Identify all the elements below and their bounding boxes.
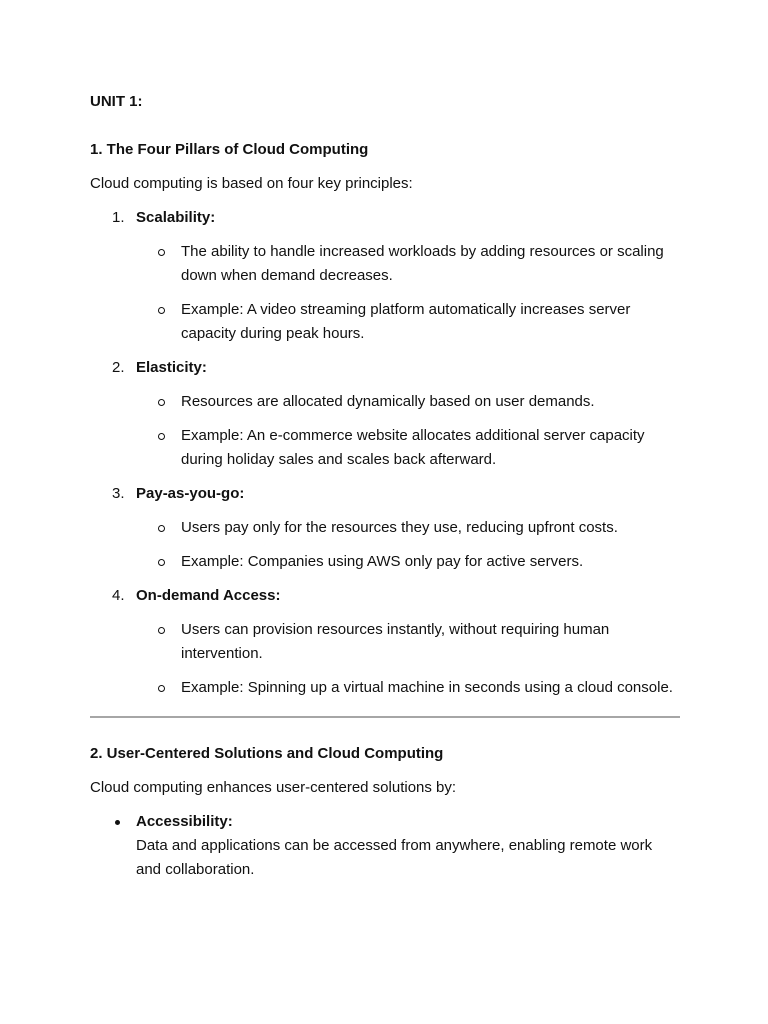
pillar-item-on-demand-access [90, 584, 680, 700]
section-1-heading: 1. The Four Pillars of Cloud Computing [90, 141, 369, 158]
benefit-item-accessibility [90, 810, 656, 882]
pillar-title: Pay-as-you-go: [136, 485, 245, 502]
pillar-points [136, 516, 680, 574]
pillar-point [136, 618, 681, 666]
circle-bullet-icon [158, 399, 165, 406]
circle-bullet-icon [158, 525, 165, 532]
pillar-point [136, 298, 681, 346]
bullet-dot-icon [115, 820, 120, 825]
pillar-number: 4. [112, 587, 125, 604]
pillar-point-text: Users pay only for the resources they use, reducing upfront costs. [181, 519, 618, 536]
circle-bullet-icon [158, 433, 165, 440]
pillar-point-text: Users can provision resources instantly, without requiring human intervention. [181, 621, 610, 662]
pillars-list [90, 206, 680, 700]
circle-bullet-icon [158, 559, 165, 566]
pillar-points [136, 390, 680, 472]
section-1-intro: Cloud computing is based on four key principles: [90, 175, 413, 192]
pillar-point [136, 390, 681, 414]
pillar-point [136, 424, 681, 472]
section-divider [90, 716, 680, 718]
pillar-number: 1. [112, 209, 125, 226]
pillar-point-text: Example: Companies using AWS only pay for active servers. [181, 553, 584, 570]
pillar-point-text: Example: An e-commerce website allocates additional server capacity during holiday sales and scales back afterward. [181, 427, 645, 468]
pillar-points [136, 618, 680, 700]
pillar-item-pay-as-you-go [90, 482, 680, 574]
pillar-points [136, 240, 680, 346]
document-page [90, 90, 680, 882]
circle-bullet-icon [158, 685, 165, 692]
circle-bullet-icon [158, 307, 165, 314]
pillar-item-elasticity [90, 356, 680, 472]
pillar-point-text: Example: A video streaming platform automatically increases server capacity during peak hours. [181, 301, 631, 342]
pillar-title: On-demand Access: [136, 587, 281, 604]
pillar-point [136, 550, 681, 574]
circle-bullet-icon [158, 627, 165, 634]
benefit-description: Data and applications can be accessed from anywhere, enabling remote work and collaboration. [136, 837, 653, 878]
pillar-point [136, 676, 681, 700]
pillar-point-text: The ability to handle increased workloads by adding resources or scaling down when demand decreases. [181, 243, 664, 284]
pillar-point-text: Example: Spinning up a virtual machine in seconds using a cloud console. [181, 679, 673, 696]
benefit-title: Accessibility: [136, 813, 233, 830]
pillar-point [136, 516, 681, 540]
pillar-number: 2. [112, 359, 125, 376]
pillar-title: Elasticity: [136, 359, 207, 376]
section-2-heading: 2. User-Centered Solutions and Cloud Computing [90, 745, 444, 762]
pillar-point-text: Resources are allocated dynamically based on user demands. [181, 393, 595, 410]
circle-bullet-icon [158, 249, 165, 256]
pillar-number: 3. [112, 485, 125, 502]
unit-heading: UNIT 1: [90, 93, 143, 110]
pillar-point [136, 240, 681, 288]
benefits-list [90, 810, 680, 882]
pillar-title: Scalability: [136, 209, 216, 226]
section-2-intro: Cloud computing enhances user-centered solutions by: [90, 779, 457, 796]
pillar-item-scalability [90, 206, 680, 346]
